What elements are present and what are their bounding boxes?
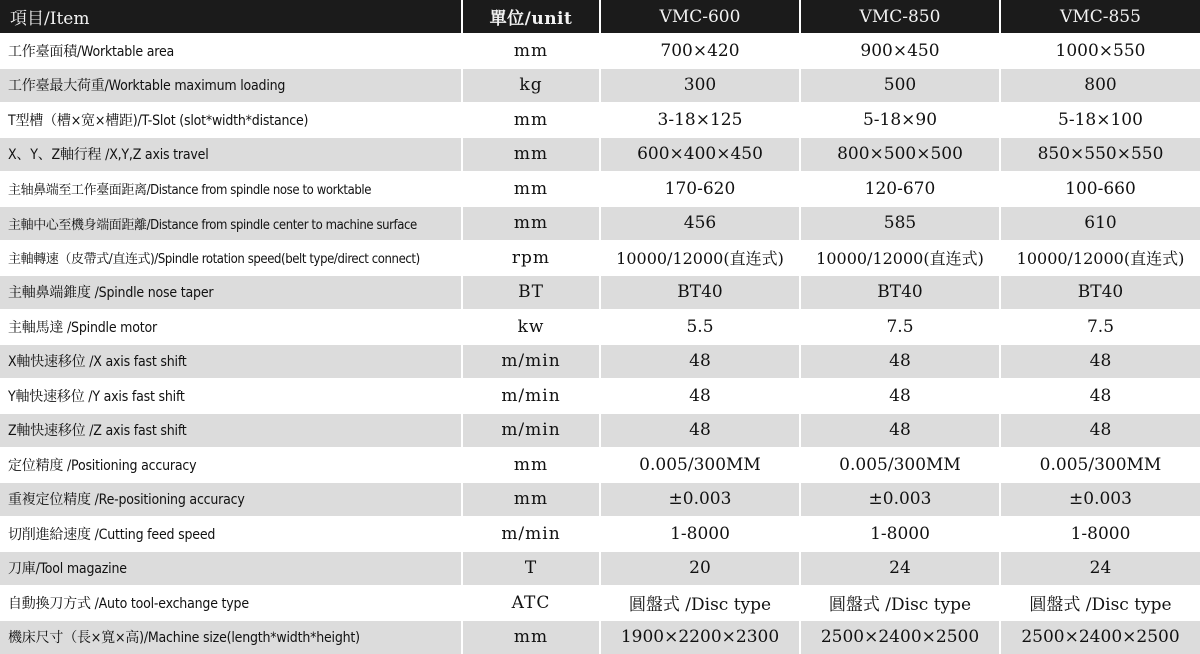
row-item-label: 機床尺寸（長×寬×高)/Machine size(length*width*height) [0,620,462,654]
row-value-model-2: BT40 [800,275,1000,310]
row-value-model-2: 800×500×500 [800,137,1000,172]
table-row [0,103,1200,138]
row-unit: T [462,551,600,586]
row-item-label: Z軸快速移位 /Z axis fast shift [0,413,462,448]
row-value-model-1: 48 [600,344,800,379]
row-value-model-3: 48 [1000,413,1200,448]
row-item-label: 主軸馬達 /Spindle motor [0,310,462,345]
row-value-model-2: 500 [800,68,1000,103]
header-row [0,0,1200,34]
row-item-label: X、Y、Z軸行程 /X,Y,Z axis travel [0,137,462,172]
row-value-model-2: 24 [800,551,1000,586]
row-item-label: 定位精度 /Positioning accuracy [0,448,462,483]
row-unit: mm [462,103,600,138]
table-row [0,34,1200,69]
row-value-model-2: 圓盤式 /Disc type [800,586,1000,621]
row-unit: m/min [462,517,600,552]
row-value-model-1: 48 [600,413,800,448]
row-value-model-1: 700×420 [600,34,800,69]
row-item-label: T型槽（槽×宽×槽距)/T-Slot (slot*width*distance) [0,103,462,138]
row-item-label: 自動換刀方式 /Auto tool-exchange type [0,586,462,621]
row-value-model-3: 10000/12000(直连式) [1000,241,1200,276]
row-value-model-1: 0.005/300MM [600,448,800,483]
row-value-model-2: 48 [800,413,1000,448]
row-value-model-3: 5-18×100 [1000,103,1200,138]
row-unit: mm [462,172,600,207]
row-value-model-3: 0.005/300MM [1000,448,1200,483]
row-item-label: 主軸轉速（皮帶式/直连式)/Spindle rotation speed(belt type/direct connect) [0,241,462,276]
row-item-label: 重複定位精度 /Re-positioning accuracy [0,482,462,517]
row-value-model-2: 585 [800,206,1000,241]
row-unit: BT [462,275,600,310]
table-row [0,275,1200,310]
row-value-model-3: 100-660 [1000,172,1200,207]
row-value-model-2: 120-670 [800,172,1000,207]
row-unit: mm [462,620,600,654]
table-row [0,206,1200,241]
row-item-label: 刀庫/Tool magazine [0,551,462,586]
row-value-model-3: 2500×2400×2500 [1000,620,1200,654]
row-unit: m/min [462,344,600,379]
row-value-model-3: 24 [1000,551,1200,586]
row-value-model-2: 7.5 [800,310,1000,345]
row-value-model-2: 48 [800,344,1000,379]
table-row [0,310,1200,345]
row-item-label: 切削進給速度 /Cutting feed speed [0,517,462,552]
table-row [0,586,1200,621]
table-row [0,68,1200,103]
row-value-model-1: 20 [600,551,800,586]
table-body [0,34,1200,654]
row-value-model-3: 48 [1000,379,1200,414]
table-row [0,620,1200,654]
row-value-model-3: 48 [1000,344,1200,379]
row-unit: mm [462,34,600,69]
row-unit: mm [462,448,600,483]
row-unit: ATC [462,586,600,621]
row-value-model-3: BT40 [1000,275,1200,310]
header-item: 項目/Item [0,0,462,34]
row-unit: mm [462,482,600,517]
row-value-model-1: 3-18×125 [600,103,800,138]
row-item-label: 主轴鼻端至工作臺面距离/Distance from spindle nose to worktable [0,172,462,207]
row-value-model-1: 300 [600,68,800,103]
table-row [0,482,1200,517]
table-row [0,448,1200,483]
row-unit: rpm [462,241,600,276]
row-value-model-2: 2500×2400×2500 [800,620,1000,654]
row-value-model-2: 900×450 [800,34,1000,69]
header-model-2: VMC-850 [800,0,1000,34]
row-value-model-1: 圓盤式 /Disc type [600,586,800,621]
row-unit: mm [462,137,600,172]
table-row [0,379,1200,414]
row-item-label: 主軸鼻端錐度 /Spindle nose taper [0,275,462,310]
row-unit: m/min [462,379,600,414]
row-value-model-1: 456 [600,206,800,241]
row-item-label: 工作臺面積/Worktable area [0,34,462,69]
row-item-label: 主軸中心至機身端面距離/Distance from spindle center to machine surface [0,206,462,241]
row-value-model-1: 10000/12000(直连式) [600,241,800,276]
row-unit: m/min [462,413,600,448]
row-value-model-3: 800 [1000,68,1200,103]
row-value-model-3: 圓盤式 /Disc type [1000,586,1200,621]
table-header [0,0,1200,34]
table-row [0,344,1200,379]
table-row [0,551,1200,586]
row-value-model-1: 1900×2200×2300 [600,620,800,654]
row-value-model-1: 170-620 [600,172,800,207]
row-value-model-3: ±0.003 [1000,482,1200,517]
table-row [0,413,1200,448]
row-value-model-2: 10000/12000(直连式) [800,241,1000,276]
row-value-model-1: 5.5 [600,310,800,345]
row-unit: kg [462,68,600,103]
row-item-label: X軸快速移位 /X axis fast shift [0,344,462,379]
row-unit: kw [462,310,600,345]
row-value-model-1: ±0.003 [600,482,800,517]
row-value-model-3: 850×550×550 [1000,137,1200,172]
row-unit: mm [462,206,600,241]
table-row [0,172,1200,207]
row-value-model-2: ±0.003 [800,482,1000,517]
row-value-model-1: 1-8000 [600,517,800,552]
table-row [0,137,1200,172]
row-value-model-1: 48 [600,379,800,414]
row-value-model-3: 7.5 [1000,310,1200,345]
header-unit: 單位/unit [462,0,600,34]
row-value-model-3: 1000×550 [1000,34,1200,69]
row-value-model-1: BT40 [600,275,800,310]
row-value-model-2: 48 [800,379,1000,414]
table-row [0,241,1200,276]
row-value-model-1: 600×400×450 [600,137,800,172]
header-model-1: VMC-600 [600,0,800,34]
row-item-label: Y軸快速移位 /Y axis fast shift [0,379,462,414]
row-item-label: 工作臺最大荷重/Worktable maximum loading [0,68,462,103]
row-value-model-3: 610 [1000,206,1200,241]
table-row [0,517,1200,552]
row-value-model-3: 1-8000 [1000,517,1200,552]
row-value-model-2: 0.005/300MM [800,448,1000,483]
row-value-model-2: 1-8000 [800,517,1000,552]
row-value-model-2: 5-18×90 [800,103,1000,138]
header-model-3: VMC-855 [1000,0,1200,34]
